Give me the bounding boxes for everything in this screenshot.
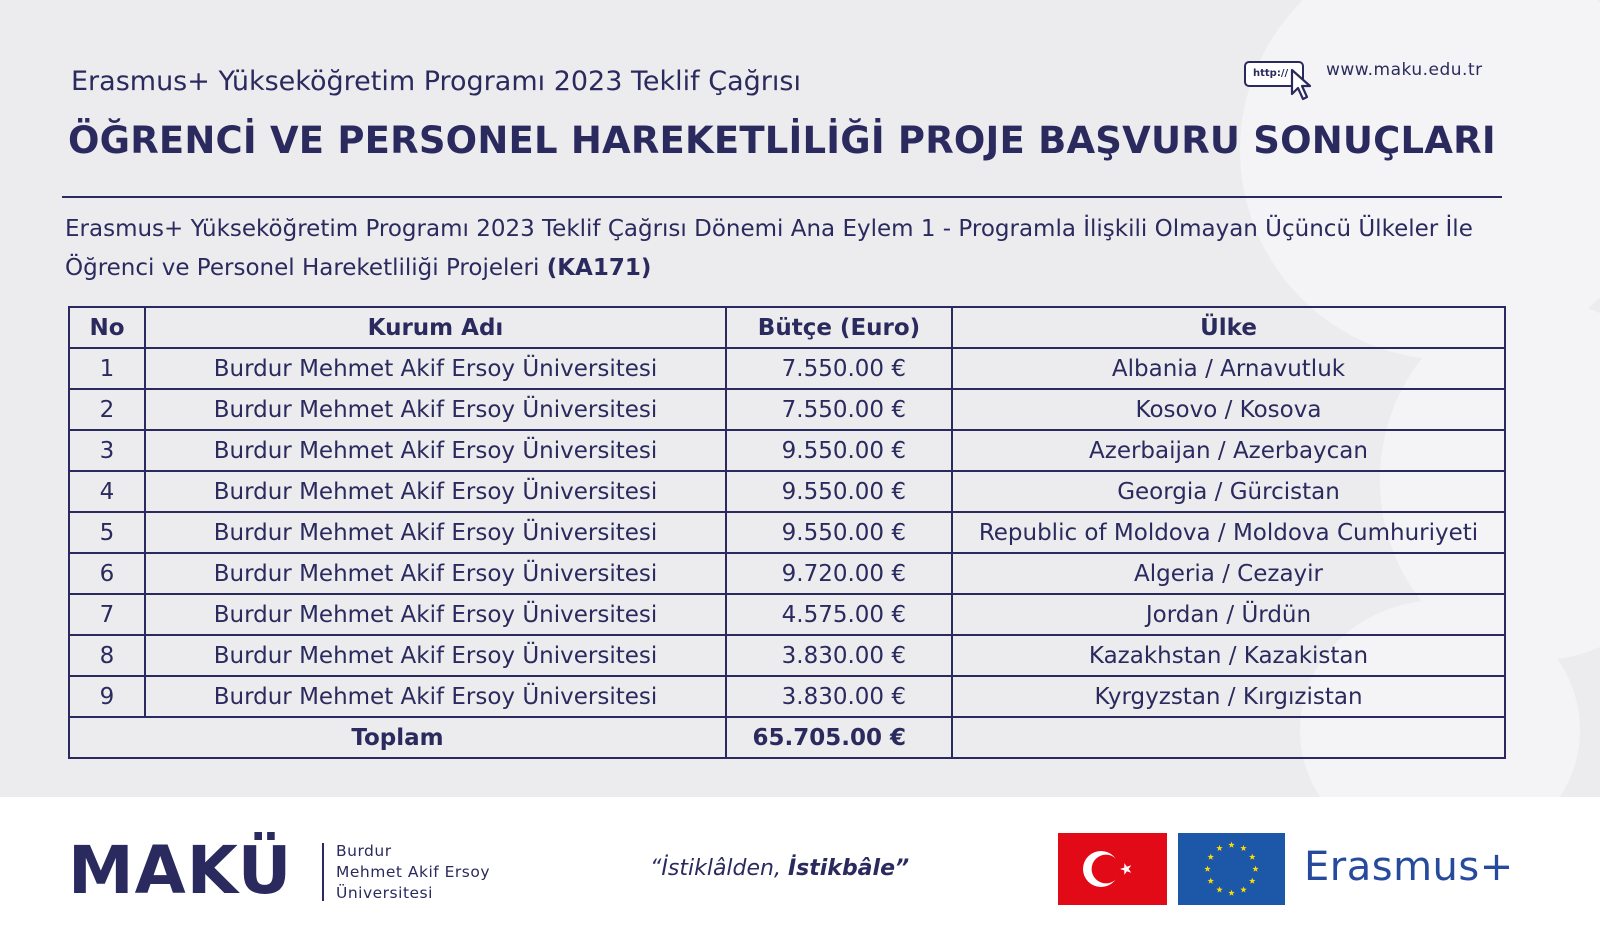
row-country: Kazakhstan / Kazakistan: [952, 635, 1505, 676]
cursor-icon: [1290, 68, 1316, 102]
eu-star-icon: [1216, 845, 1222, 851]
table-row: [69, 553, 1505, 594]
eu-star-icon: [1216, 886, 1222, 892]
row-country: Jordan / Ürdün: [952, 594, 1505, 635]
row-no: 7: [69, 594, 145, 635]
row-budget: 9.720.00 €: [726, 553, 952, 594]
eu-star-icon: [1240, 845, 1246, 851]
header-institution: Kurum Adı: [145, 307, 726, 348]
total-budget: 65.705.00 €: [726, 717, 952, 758]
row-institution: Burdur Mehmet Akif Ersoy Üniversitesi: [145, 389, 726, 430]
project-code: (KA171): [546, 255, 652, 281]
row-institution: Burdur Mehmet Akif Ersoy Üniversitesi: [145, 635, 726, 676]
motto-part-bold: İstikbâle”: [787, 856, 910, 881]
table-row: [69, 676, 1505, 717]
university-motto: [650, 856, 909, 881]
row-institution: Burdur Mehmet Akif Ersoy Üniversitesi: [145, 512, 726, 553]
eu-star-icon: [1249, 878, 1255, 884]
eu-star-icon: [1252, 866, 1258, 872]
row-country: Algeria / Cezayir: [952, 553, 1505, 594]
row-country: Kyrgyzstan / Kırgızistan: [952, 676, 1505, 717]
table-row: [69, 348, 1505, 389]
row-no: 4: [69, 471, 145, 512]
title-divider: [62, 196, 1502, 198]
logo-separator: [322, 843, 324, 901]
http-icon: http://: [1244, 61, 1304, 87]
row-no: 5: [69, 512, 145, 553]
total-label: Toplam: [69, 717, 726, 758]
eu-flag-icon: [1178, 833, 1285, 905]
row-institution: Burdur Mehmet Akif Ersoy Üniversitesi: [145, 471, 726, 512]
row-no: 2: [69, 389, 145, 430]
row-budget: 3.830.00 €: [726, 676, 952, 717]
university-name-line: Üniversitesi: [336, 884, 433, 902]
eu-star-icon: [1204, 866, 1210, 872]
erasmus-logo: Erasmus+: [1304, 844, 1514, 890]
program-description: [65, 210, 1535, 288]
row-institution: Burdur Mehmet Akif Ersoy Üniversitesi: [145, 430, 726, 471]
table-row: [69, 512, 1505, 553]
results-table: [68, 306, 1506, 759]
university-name-line: Mehmet Akif Ersoy: [336, 863, 491, 881]
page-subtitle: Erasmus+ Yükseköğretim Programı 2023 Teklif Çağrısı: [71, 66, 801, 97]
motto-part: “İstiklâlden,: [650, 856, 788, 881]
table-row: [69, 430, 1505, 471]
header-no: No: [69, 307, 145, 348]
eu-star-icon: [1228, 842, 1234, 848]
row-no: 8: [69, 635, 145, 676]
row-budget: 7.550.00 €: [726, 348, 952, 389]
row-institution: Burdur Mehmet Akif Ersoy Üniversitesi: [145, 348, 726, 389]
turkey-flag-icon: [1058, 833, 1167, 905]
description-text: Erasmus+ Yükseköğretim Programı 2023 Teklif Çağrısı Dönemi Ana Eylem 1 - Programla İlişkili Olmayan Üçüncü Ülkeler İle Öğrenci ve Personel Hareketliliği Projeleri: [65, 216, 1473, 281]
website-link[interactable]: www.maku.edu.tr: [1326, 60, 1483, 80]
row-no: 1: [69, 348, 145, 389]
header-budget: Bütçe (Euro): [726, 307, 952, 348]
table-header-row: [69, 307, 1505, 348]
row-no: 9: [69, 676, 145, 717]
table-row: [69, 635, 1505, 676]
row-institution: Burdur Mehmet Akif Ersoy Üniversitesi: [145, 676, 726, 717]
table-row: [69, 594, 1505, 635]
row-no: 6: [69, 553, 145, 594]
row-budget: 9.550.00 €: [726, 471, 952, 512]
row-budget: 7.550.00 €: [726, 389, 952, 430]
table-row: [69, 389, 1505, 430]
university-name: [336, 841, 490, 904]
eu-star-icon: [1249, 854, 1255, 860]
row-country: Kosovo / Kosova: [952, 389, 1505, 430]
row-budget: 4.575.00 €: [726, 594, 952, 635]
row-country: Azerbaijan / Azerbaycan: [952, 430, 1505, 471]
page-title: ÖĞRENCİ VE PERSONEL HAREKETLİLİĞİ PROJE BAŞVURU SONUÇLARI: [68, 119, 1496, 162]
maku-logo: MAKÜ: [68, 832, 293, 909]
header-country: Ülke: [952, 307, 1505, 348]
row-budget: 3.830.00 €: [726, 635, 952, 676]
eu-star-icon: [1207, 878, 1213, 884]
table-row: [69, 471, 1505, 512]
row-country: Georgia / Gürcistan: [952, 471, 1505, 512]
row-institution: Burdur Mehmet Akif Ersoy Üniversitesi: [145, 553, 726, 594]
total-country-empty: [952, 717, 1505, 758]
row-budget: 9.550.00 €: [726, 430, 952, 471]
eu-star-icon: [1207, 854, 1213, 860]
university-name-line: Burdur: [336, 842, 392, 860]
row-country: Republic of Moldova / Moldova Cumhuriyeti: [952, 512, 1505, 553]
total-row: [69, 717, 1505, 758]
eu-star-icon: [1228, 890, 1234, 896]
row-no: 3: [69, 430, 145, 471]
row-budget: 9.550.00 €: [726, 512, 952, 553]
row-country: Albania / Arnavutluk: [952, 348, 1505, 389]
row-institution: Burdur Mehmet Akif Ersoy Üniversitesi: [145, 594, 726, 635]
eu-star-icon: [1240, 886, 1246, 892]
